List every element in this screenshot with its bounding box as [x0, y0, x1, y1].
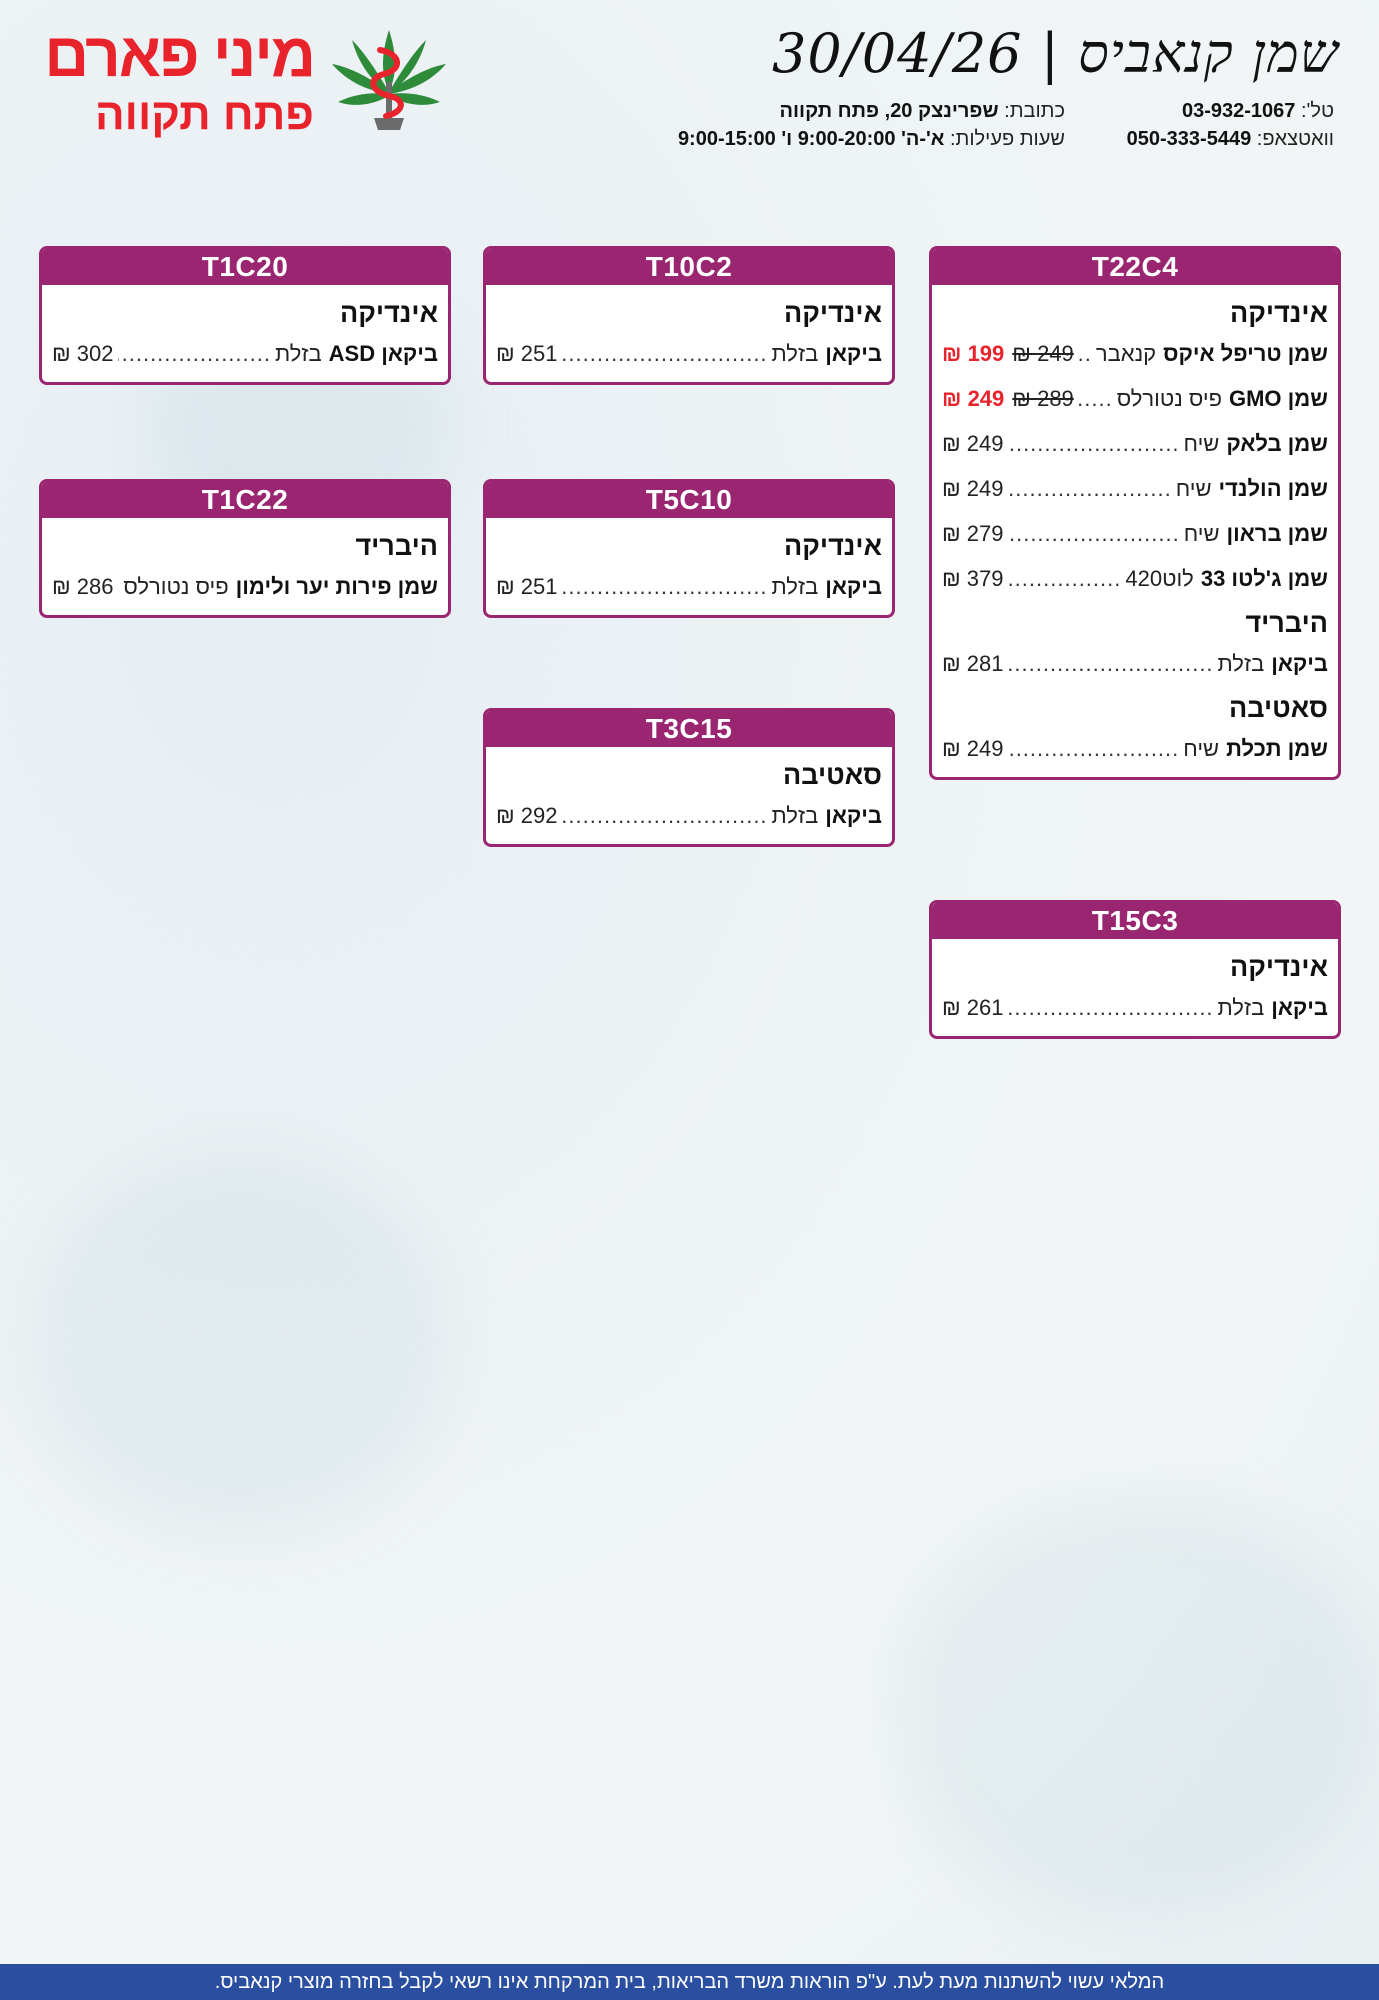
product-name: ביקאן ASD [328, 341, 438, 366]
product-producer: שיח [1183, 521, 1220, 546]
product-row [52, 564, 438, 609]
card-title: T10C2 [486, 249, 892, 285]
product-name: ביקאן [825, 803, 882, 828]
product-price: 249 ₪ [942, 431, 1004, 456]
leader-dots [1008, 421, 1180, 466]
whatsapp-number[interactable]: 050-333-5449 [1126, 128, 1252, 150]
product-name: ביקאן [825, 341, 882, 366]
product-name: שמן פירות יער ולימון [235, 574, 438, 599]
leader-dots [1078, 331, 1092, 376]
product-card-t22c4 [929, 246, 1341, 780]
product-price: 251 ₪ [496, 341, 558, 366]
product-name: שמן הולנדי [1218, 476, 1328, 501]
sale-price: 249 ₪ [942, 386, 1005, 411]
product-name: שמן טריפל איקס [1163, 341, 1328, 366]
logo-name: מיני פארם [44, 21, 314, 90]
product-row [942, 726, 1328, 771]
product-card-t1c22 [39, 479, 451, 618]
product-card-t1c20 [39, 246, 451, 385]
product-producer: בזלת [771, 574, 819, 599]
product-producer: בזלת [771, 803, 819, 828]
product-card-t15c3 [929, 900, 1341, 1039]
product-price: 279 ₪ [942, 521, 1004, 546]
category-heading: היבריד [355, 531, 438, 561]
product-name: שמן תכלת [1226, 736, 1328, 761]
leader-dots [1008, 985, 1214, 1030]
card-title: T1C20 [42, 249, 448, 285]
product-price: 379 ₪ [942, 566, 1004, 591]
whatsapp-line [1127, 128, 1334, 151]
product-price: 292 ₪ [496, 803, 558, 828]
card-title: T15C3 [932, 903, 1338, 939]
product-name: שמן בלאק [1226, 431, 1328, 456]
product-producer: בזלת [274, 341, 322, 366]
product-producer: לוט420 [1125, 566, 1194, 591]
product-row [942, 466, 1328, 511]
pharmacy-logo [44, 22, 454, 142]
product-name: שמן ג'לטו 33 [1200, 566, 1328, 591]
product-price: 286 ₪ [52, 574, 114, 599]
old-price: 249 ₪ [1012, 341, 1074, 366]
product-row [942, 376, 1328, 421]
hours-label: שעות פעילות: [949, 128, 1065, 150]
product-price: 261 ₪ [942, 995, 1004, 1020]
product-name: ביקאן [1271, 995, 1328, 1020]
category-heading: אינדיקה [1230, 952, 1328, 982]
background-texture [30, 1150, 450, 1530]
card-title: T3C15 [486, 711, 892, 747]
product-producer: שיח [1183, 736, 1220, 761]
card-title: T5C10 [486, 482, 892, 518]
product-row [942, 331, 1328, 376]
card-title: T1C22 [42, 482, 448, 518]
card-title: T22C4 [932, 249, 1338, 285]
product-producer: בזלת [1217, 651, 1265, 676]
leader-dots [118, 564, 120, 609]
background-texture [900, 1500, 1379, 1920]
address-value: שפרינצק 20, פתח תקווה [779, 100, 999, 122]
page-title: שמן קנאביס | 30/04/26 [772, 22, 1339, 85]
category-heading: אינדיקה [1230, 298, 1328, 328]
leader-dots [1008, 641, 1214, 686]
product-producer: שיח [1175, 476, 1212, 501]
leader-dots [562, 331, 768, 376]
product-producer: קנאבר [1095, 341, 1157, 366]
leader-dots [1008, 726, 1180, 771]
product-producer: פיס נטורלס [123, 574, 229, 599]
product-price: 281 ₪ [942, 651, 1004, 676]
product-card-t10c2 [483, 246, 895, 385]
product-card-t5c10 [483, 479, 895, 618]
product-name: שמן בראון [1226, 521, 1328, 546]
leader-dots [1008, 556, 1122, 601]
old-price: 289 ₪ [1012, 386, 1074, 411]
disclaimer-footer [0, 1964, 1379, 2000]
product-row [942, 641, 1328, 686]
product-row [496, 331, 882, 376]
product-price: 251 ₪ [496, 574, 558, 599]
category-heading: היבריד [1245, 608, 1328, 638]
category-heading: אינדיקה [784, 531, 882, 561]
disclaimer-text: המלאי עשוי להשתנות מעת לעת. ע"פ הוראות משרד הבריאות, בית המרקחת אינו רשאי לקבל בחזרה מוצרי קנאביס. [214, 1971, 1165, 1993]
leader-dots [1078, 376, 1113, 421]
leader-dots [1008, 466, 1172, 511]
page-header [0, 0, 1379, 160]
address-line [780, 100, 1066, 123]
product-producer: פיס נטורלס [1116, 386, 1222, 411]
leader-dots [562, 564, 768, 609]
product-row [496, 793, 882, 838]
product-price: 249 ₪ [942, 736, 1004, 761]
product-producer: שיח [1183, 431, 1220, 456]
product-price: 302 ₪ [52, 341, 114, 366]
product-card-t3c15 [483, 708, 895, 847]
cannabis-leaf-caduceus-icon [324, 22, 454, 142]
category-heading: אינדיקה [340, 298, 438, 328]
logo-subtitle: פתח תקווה [94, 90, 314, 139]
phone-number[interactable]: 03-932-1067 [1181, 100, 1296, 122]
whatsapp-label: וואטצאפ: [1256, 128, 1334, 150]
sale-price: 199 ₪ [942, 341, 1005, 366]
product-row [496, 564, 882, 609]
product-producer: בזלת [771, 341, 819, 366]
leader-dots [562, 793, 768, 838]
phone-label: טל': [1300, 100, 1334, 122]
category-heading: סאטיבה [783, 760, 882, 790]
hours-value: א'-ה' 9:00-20:00 ו' 9:00-15:00 [677, 128, 945, 150]
product-row [942, 511, 1328, 556]
category-heading: סאטיבה [1229, 693, 1328, 723]
product-producer: בזלת [1217, 995, 1265, 1020]
product-name: שמן GMO [1228, 386, 1328, 411]
phone-line [1182, 100, 1334, 123]
product-row [52, 331, 438, 376]
product-row [942, 556, 1328, 601]
product-name: ביקאן [1271, 651, 1328, 676]
leader-dots [118, 331, 271, 376]
hours-line [678, 128, 1065, 151]
address-label: כתובת: [1004, 100, 1065, 122]
product-row [942, 421, 1328, 466]
product-price: 249 ₪ [942, 476, 1004, 501]
product-row [942, 985, 1328, 1030]
product-name: ביקאן [825, 574, 882, 599]
category-heading: אינדיקה [784, 298, 882, 328]
leader-dots [1008, 511, 1180, 556]
